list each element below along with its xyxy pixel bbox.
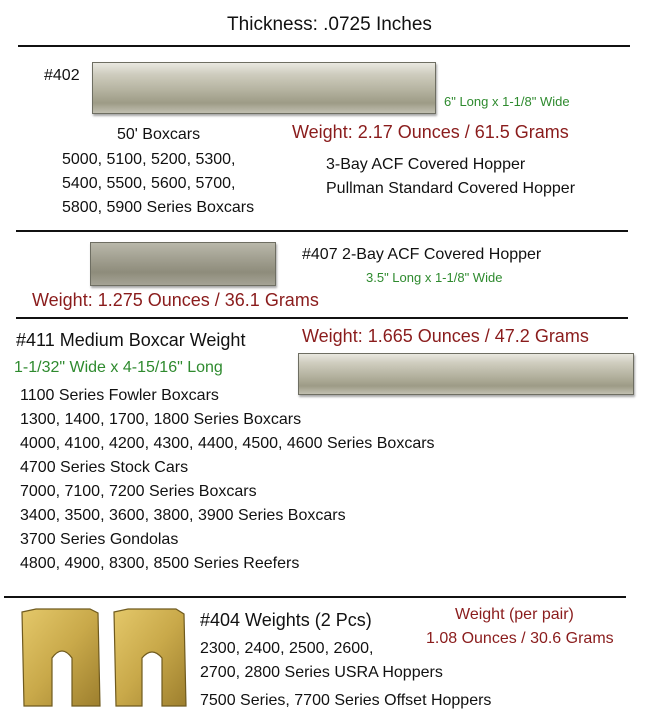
divider [18,45,630,47]
weight-value-404: 1.08 Ounces / 30.6 Grams [426,630,614,647]
weight-402: Weight: 2.17 Ounces / 61.5 Grams [292,122,569,142]
list-item: 4000, 4100, 4200, 4300, 4400, 4500, 4600 Series Boxcars [20,435,435,452]
list-item: 7000, 7100, 7200 Series Boxcars [20,483,257,500]
car-series-list-411 [20,384,435,576]
title-411: #411 Medium Boxcar Weight [16,330,246,350]
weight-407: Weight: 1.275 Ounces / 36.1 Grams [32,290,319,310]
list-item: 4700 Series Stock Cars [20,459,189,476]
dimensions-411: 1-1/32" Wide x 4-15/16" Long [14,359,223,376]
divider [16,317,628,319]
list-item: 5000, 5100, 5200, 5300, [62,151,236,168]
hopper-list-402 [326,153,575,201]
list-item: 5800, 5900 Series Boxcars [62,199,255,216]
part-number-402: #402 [44,67,80,84]
weight-pair-404-image [16,606,192,710]
weight-piece-right [114,609,186,706]
dimensions-402: 6" Long x 1-1/8" Wide [444,94,570,109]
dimensions-407: 3.5" Long x 1-1/8" Wide [366,270,503,285]
boxcar-series-list [62,148,254,220]
list-item: 3-Bay ACF Covered Hopper [326,156,526,173]
divider [4,596,626,598]
weight-plate-402-image [92,62,436,114]
list-item: 1100 Series Fowler Boxcars [20,387,219,404]
divider [16,230,628,232]
title-404: #404 Weights (2 Pcs) [200,610,372,630]
weight-plate-407-image [90,242,276,286]
list-item: 3700 Series Gondolas [20,531,179,548]
list-item: 5400, 5500, 5600, 5700, [62,175,236,192]
weight-label-404: Weight (per pair) [455,606,574,623]
list-item: 4800, 4900, 8300, 8500 Series Reefers [20,555,300,572]
weight-411: Weight: 1.665 Ounces / 47.2 Grams [302,326,589,346]
list-item: 3400, 3500, 3600, 3800, 3900 Series Boxcars [20,507,346,524]
list-item: 7500 Series, 7700 Series Offset Hoppers [200,692,492,709]
weight-piece-left [22,609,100,706]
thickness-title: Thickness: .0725 Inches [227,14,432,35]
list-item: 2300, 2400, 2500, 2600, [200,640,374,657]
title-407: #407 2-Bay ACF Covered Hopper [302,246,542,263]
list-item: Pullman Standard Covered Hopper [326,180,576,197]
list-item: 1300, 1400, 1700, 1800 Series Boxcars [20,411,302,428]
group-title-50ft-boxcars: 50' Boxcars [117,126,201,143]
list-item: 2700, 2800 Series USRA Hoppers [200,664,443,681]
